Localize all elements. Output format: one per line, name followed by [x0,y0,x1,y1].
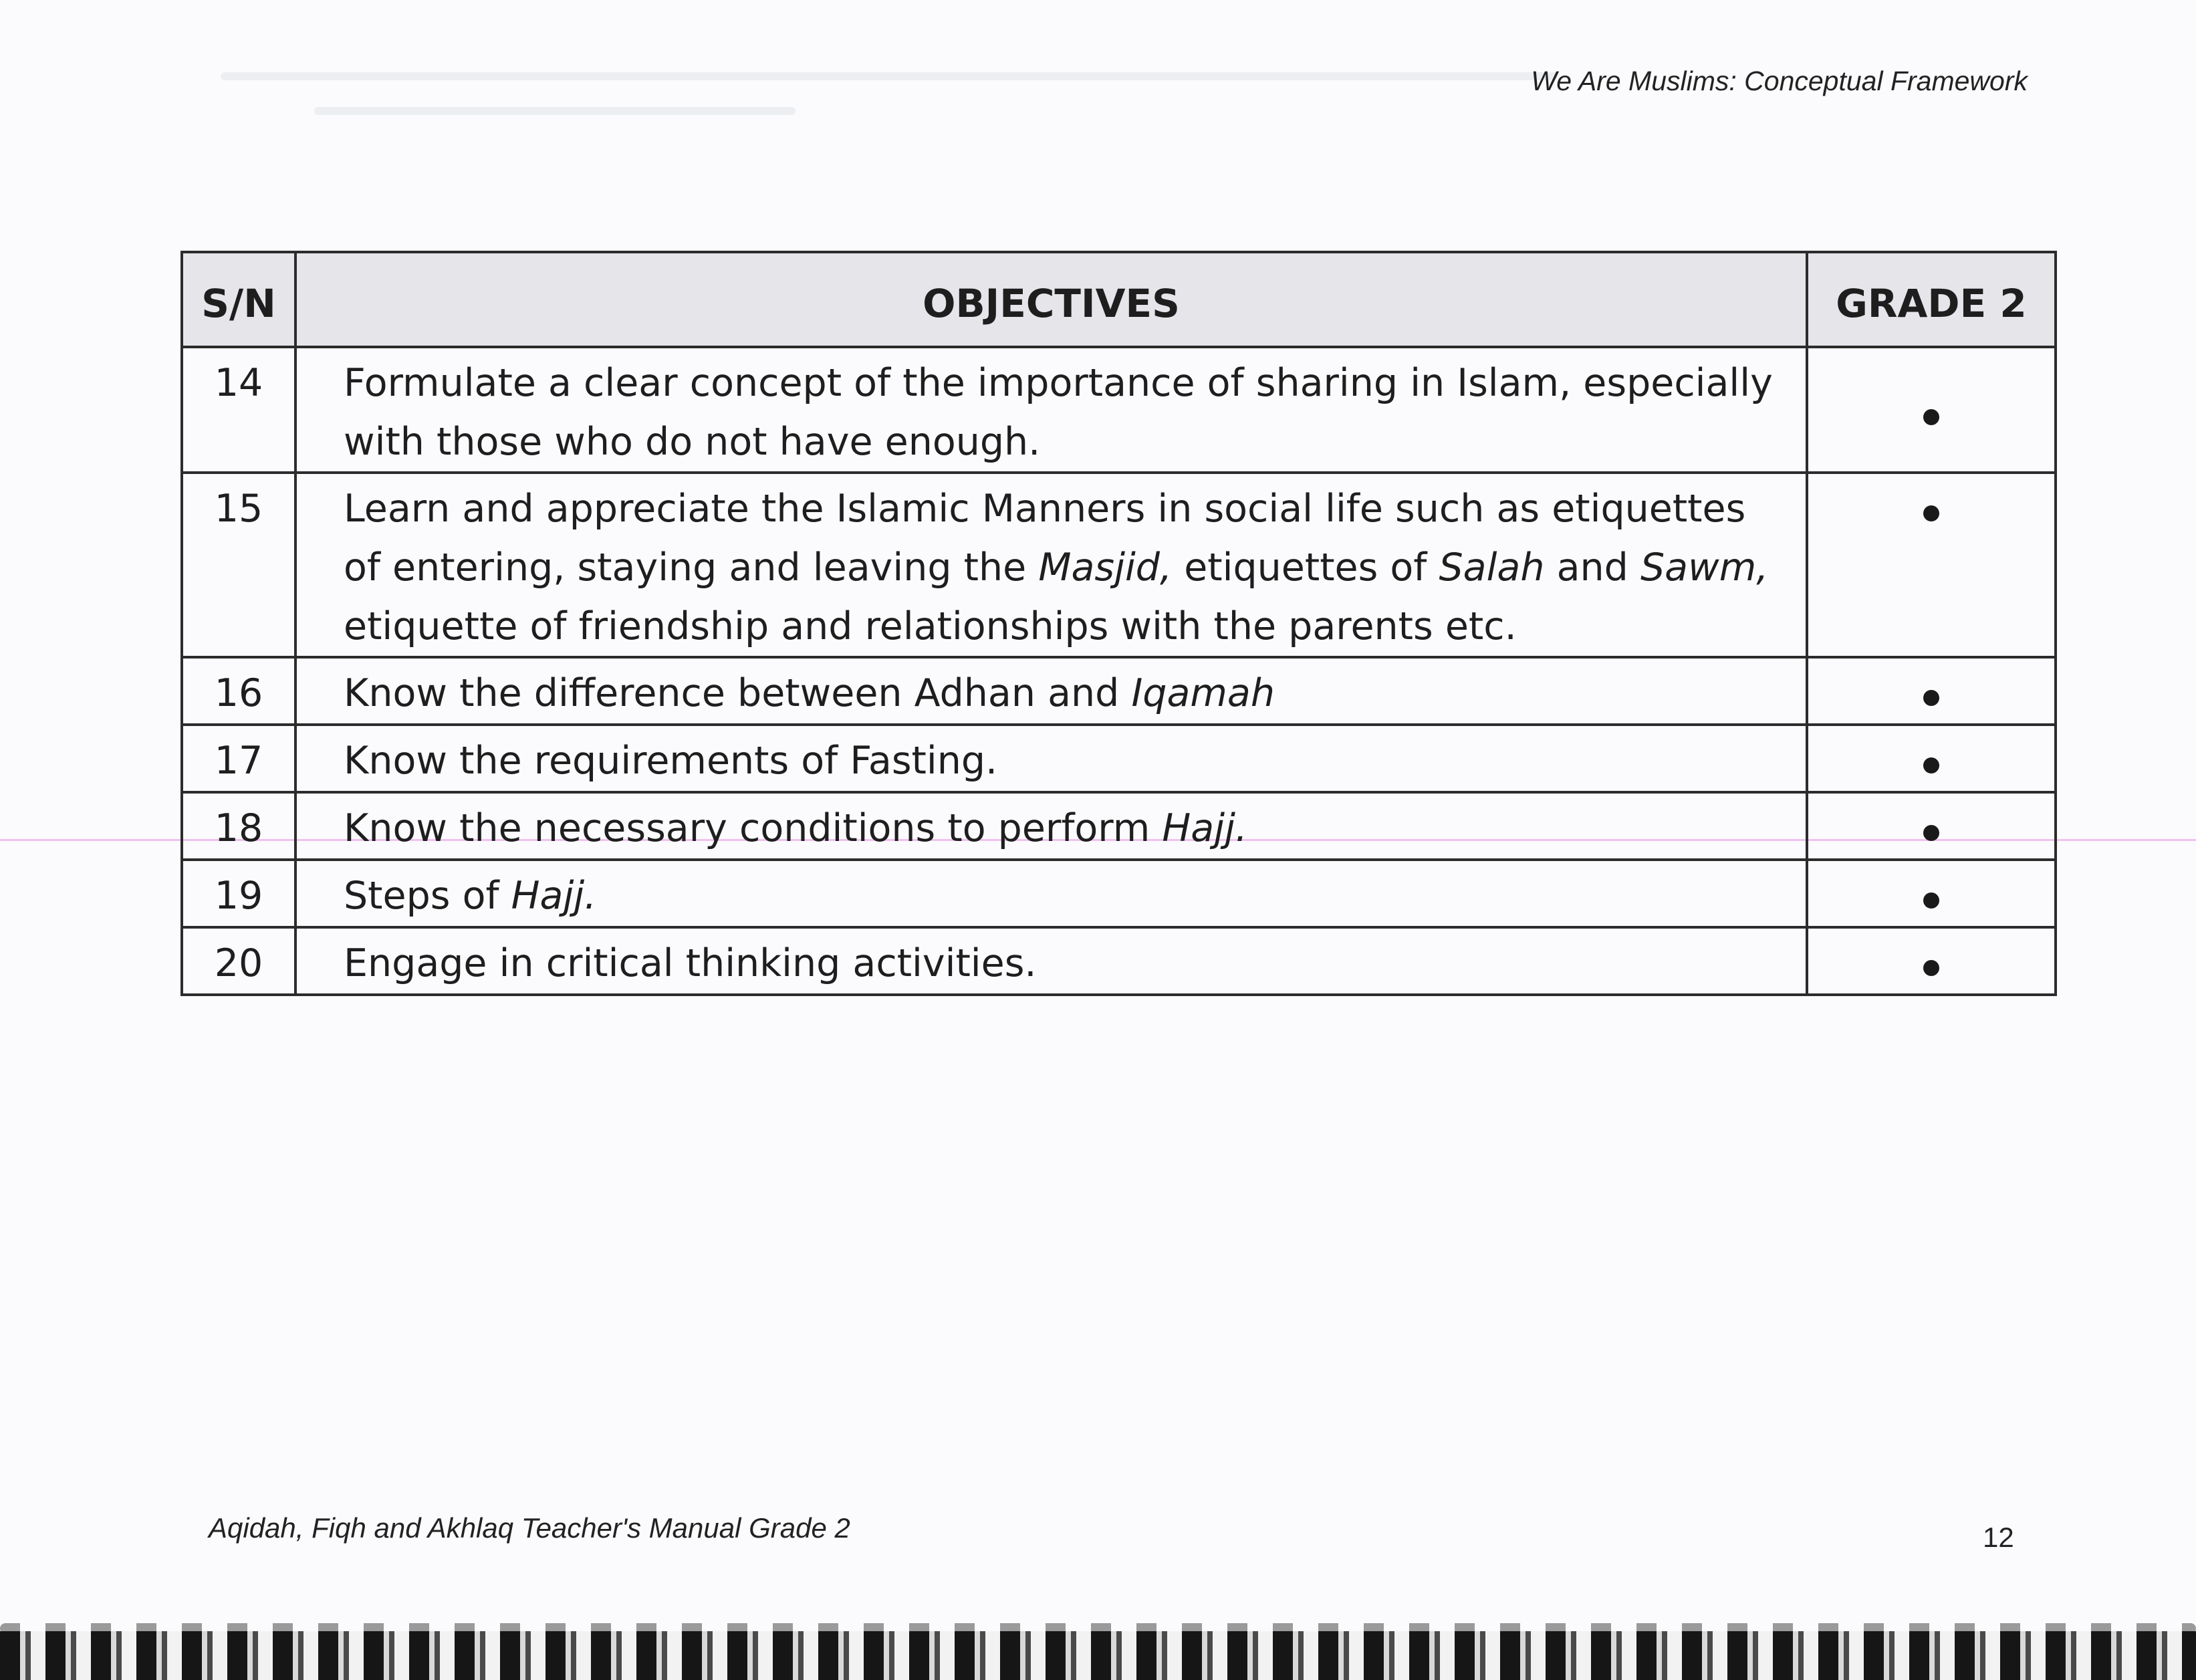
spiral-binding [0,1631,2196,1680]
objective-text: Know the requirements of Fasting. [295,725,1807,792]
table-header-row [182,252,2056,347]
bullet-dot-icon [1923,690,1939,706]
column-header-sn: S/N [182,252,295,347]
objective-text [295,860,1807,927]
objective-text-part: etiquettes of [1172,546,1439,590]
objective-term: Masjid, [1038,546,1173,590]
grade-2-cell [1807,927,2056,995]
objective-text [295,792,1807,860]
grade-2-cell [1807,725,2056,792]
objective-text-part: Steps of [344,874,511,918]
objective-text: Engage in critical thinking activities. [295,927,1807,995]
page-number: 12 [1983,1522,2014,1553]
table-row [182,473,2056,657]
objective-term: Hajj. [511,874,597,918]
grade-2-cell [1807,657,2056,725]
objective-text-part: Know the difference between Adhan and [344,671,1132,715]
table-row [182,792,2056,860]
table-row [182,657,2056,725]
objective-term: Salah [1439,546,1545,590]
bullet-dot-icon [1923,409,1939,425]
row-number: 14 [182,347,295,473]
behavioral-objectives-table [180,251,2057,996]
objective-text-part: Learn and appreciate the Islamic Manners in social life such as etiquettes of entering, staying and leaving the [344,487,1746,590]
footer-manual-title: Aqidah, Fiqh and Akhlaq Teacher's Manual Grade 2 [209,1512,850,1544]
objective-text-part: Know the necessary conditions to perform [344,806,1163,850]
row-number: 18 [182,792,295,860]
row-number: 20 [182,927,295,995]
table-row [182,347,2056,473]
grade-2-cell [1807,473,2056,657]
objective-text: Formulate a clear concept of the importance of sharing in Islam, especially with those who do not have enough. [295,347,1807,473]
show-through-line [221,72,1558,80]
show-through-line [314,107,796,115]
row-number: 19 [182,860,295,927]
row-number: 17 [182,725,295,792]
column-header-objectives: OBJECTIVES [295,252,1807,347]
grade-2-cell [1807,860,2056,927]
objective-term: Sawm, [1640,546,1769,590]
column-header-grade-2: GRADE 2 [1807,252,2056,347]
row-number: 16 [182,657,295,725]
table-row [182,927,2056,995]
table-row [182,725,2056,792]
bullet-dot-icon [1923,960,1939,976]
bullet-dot-icon [1923,825,1939,841]
bullet-dot-icon [1923,505,1939,521]
objective-text [295,473,1807,657]
grade-2-cell [1807,792,2056,860]
objective-text-part: etiquette of friendship and relationships with the parents etc. [344,604,1517,648]
objective-text-part: and [1544,546,1640,590]
table-row [182,860,2056,927]
row-number: 15 [182,473,295,657]
objective-term: Hajj. [1162,806,1247,850]
bullet-dot-icon [1923,892,1939,909]
bullet-dot-icon [1923,757,1939,773]
objective-term: Iqamah [1131,671,1275,715]
running-header: We Are Muslims: Conceptual Framework [1531,66,2028,96]
grade-2-cell [1807,347,2056,473]
objective-text [295,657,1807,725]
